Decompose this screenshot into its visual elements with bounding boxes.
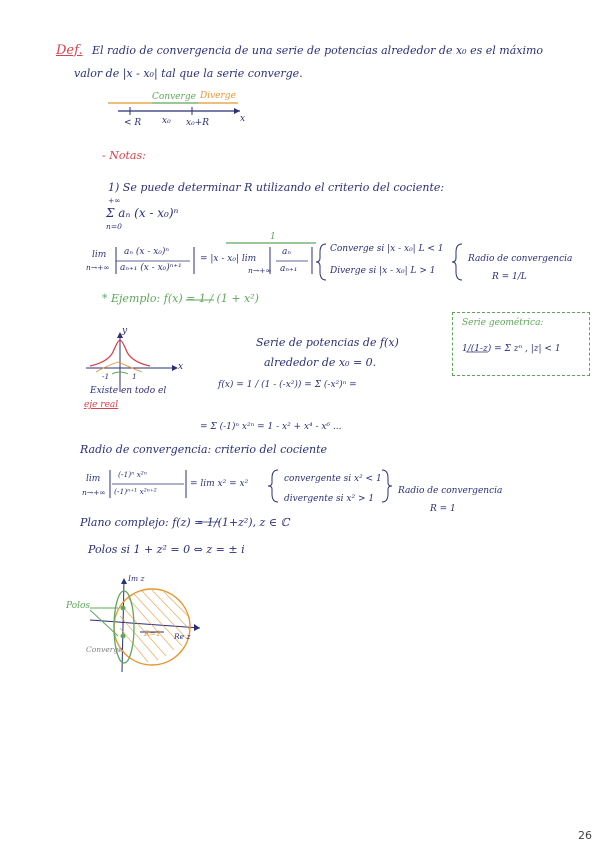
geom-title: Serie geométrica: (462, 318, 544, 328)
diverge-label: Diverge (200, 91, 236, 101)
fx-expr: f(x) = 1 / (1 - (-x²)) = Σ (-x²)ⁿ = (218, 380, 357, 390)
converge-label-2: Converge (86, 645, 123, 654)
case-diverge: Diverge si |x - x₀| L > 1 (330, 266, 436, 276)
graph-x: x (178, 362, 184, 372)
graph-pos: 1 (132, 372, 137, 381)
ratio-title: Radio de convergencia: criterio del cociente (80, 443, 328, 456)
exists-text: Existe en todo el (90, 386, 167, 396)
abs-eq: = |x - x₀| lim (200, 254, 257, 264)
definition-line2: valor de |x - x₀| tal que la serie converge. (74, 67, 303, 80)
left-range-label: < R (124, 118, 142, 128)
ratio-den: aₙ₊₁ (x - x₀)ⁿ⁺¹ (120, 263, 182, 273)
polos-label: Polos (66, 601, 91, 611)
power-series-sub: alrededor de x₀ = 0. (264, 356, 377, 369)
graph-neg: -1 (102, 372, 110, 381)
converge-label: Converge (152, 92, 196, 102)
axis-x-label: x (240, 114, 246, 124)
right-range-label: x₀+R (186, 118, 210, 128)
exists-text2: eje real (84, 400, 119, 410)
notes-title: - Notas: (102, 149, 146, 162)
im-label: Im z (128, 574, 145, 583)
ratio-num2: (-1)ⁿ x²ⁿ (118, 470, 147, 479)
one-over-L: 1 (270, 232, 276, 242)
lim-sub2: n→+∞ (248, 266, 272, 275)
power-series-title: Serie de potencias de f(x) (256, 336, 399, 349)
ratio-lim: lim (86, 474, 101, 484)
radius-title: Radio de convergencia (468, 254, 573, 264)
sum-bottom: n=0 (106, 222, 122, 231)
page-number: 26 (578, 829, 592, 842)
notes-item1: 1) Se puede determinar R utilizando el criterio del cociente: (108, 181, 445, 194)
radius-val: R = 1 (430, 504, 456, 514)
poles-text: Polos si 1 + z² = 0 ⇔ z = ± i (88, 543, 245, 556)
complex-plane: Plano complejo: f(z) = 1/(1+z²), z ∈ ℂ (80, 516, 290, 529)
ratio-num: aₙ (x - x₀)ⁿ (124, 247, 170, 257)
graph-y: y (122, 326, 128, 336)
definition-tag: Def. (56, 43, 83, 58)
radius-text: Radio de convergencia (398, 486, 503, 496)
series-expr: Σ aₙ (x - x₀)ⁿ (106, 206, 179, 220)
conv1: convergente si x² < 1 (284, 474, 382, 484)
radius-value: R = 1/L (492, 272, 527, 282)
conv2: divergente si x² > 1 (284, 494, 375, 504)
definition-line1: El radio de convergencia de una serie de potencias alrededor de x₀ es el máximo (92, 44, 544, 57)
ratio-lim-sub: n→+∞ (82, 488, 106, 497)
center-label: x₀ (162, 116, 171, 126)
an1: aₙ₊₁ (280, 264, 298, 274)
r-label: R=1 (144, 629, 161, 638)
fx-expr2: = Σ (-1)ⁿ x²ⁿ = 1 - x² + x⁴ - x⁶ ... (200, 422, 342, 432)
an: aₙ (282, 247, 292, 257)
re-label: Re z (174, 632, 191, 641)
case-converge: Converge si |x - x₀| L < 1 (330, 244, 444, 254)
ratio-den2: (-1)ⁿ⁺¹ x²ⁿ⁺² (114, 487, 157, 496)
geom-expr: 1/(1-z) = Σ zⁿ , |z| < 1 (462, 344, 561, 354)
sum-top: +∞ (108, 196, 121, 205)
lim-word: lim (92, 250, 107, 260)
example-label: * Ejemplo: f(x) = 1 / (1 + x²) (102, 292, 259, 305)
ratio-eq: = lim x² = x² (190, 479, 249, 489)
lim-sub: n→+∞ (86, 263, 110, 272)
